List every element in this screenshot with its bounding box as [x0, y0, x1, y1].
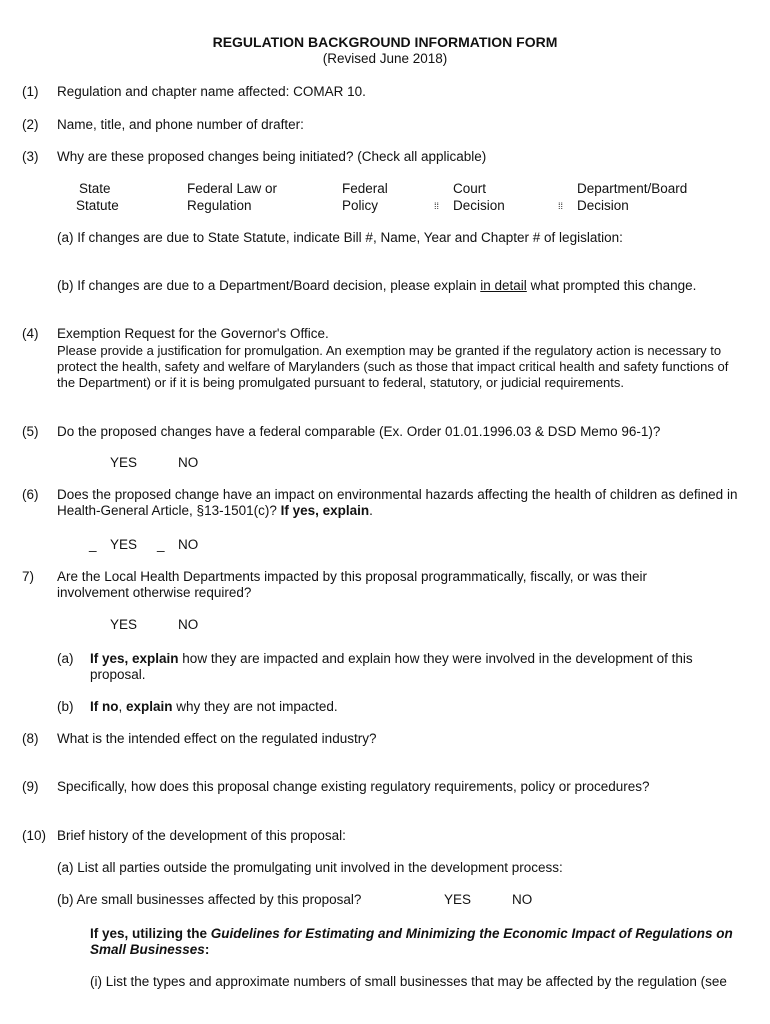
q4-number: (4) [22, 326, 39, 341]
q7-number: 7) [22, 569, 35, 584]
q10-no-option[interactable]: NO [512, 892, 533, 907]
q4-body: Please provide a justification for promulgation. An exemption may be granted if the regulatory action is necessary to protect the health, safety and welfare of Marylanders (such as those that impact critical health and safety functions of the Department) or if it is being promulgated pursuant to federal, statutory, or judicial requirements. [57, 343, 729, 390]
q7-b-bold1: If no [90, 699, 119, 714]
q7-b-comma: , [118, 699, 127, 714]
q3-option-court-line1: Court [453, 181, 487, 196]
form-revision: (Revised June 2018) [322, 51, 448, 66]
q7-a-label: (a) [57, 651, 74, 666]
q3-number: (3) [22, 149, 39, 164]
q10-yes-option[interactable]: YES [444, 892, 472, 907]
q7-a-text [90, 651, 720, 683]
form-title: REGULATION BACKGROUND INFORMATION FORM [212, 34, 558, 50]
q6-question: Does the proposed change have an impact on environmental hazards affecting the health of children as defined in Health-General Article, §13-1501(c)? [57, 487, 738, 518]
q10-guidelines-note [90, 926, 750, 958]
q3-court-checkbox[interactable]: ⁞⁞ [434, 201, 440, 211]
q10-a-text: (a) List all parties outside the promulgating unit involved in the development process: [57, 860, 563, 875]
q7-a-bold: If yes, explain [90, 651, 179, 666]
q7-b-rest: why they are not impacted. [172, 699, 338, 714]
q6-text [57, 487, 747, 519]
q9-text: Specifically, how does this proposal change existing regulatory requirements, policy or procedures? [57, 779, 650, 794]
q10-number: (10) [22, 828, 47, 843]
q3-b-pre: (b) If changes are due to a Department/Board decision, please explain [57, 278, 481, 293]
q7-yes-option[interactable]: YES [110, 617, 138, 632]
q3-b-post: what prompted this change. [526, 278, 697, 293]
q3-option-department-line1: Department/Board [577, 181, 688, 196]
q10-text: Brief history of the development of this proposal: [57, 828, 346, 843]
q3-option-federal-law-line1: Federal Law or [187, 181, 278, 196]
q2-number: (2) [22, 117, 39, 132]
q3-department-checkbox[interactable]: ⁞⁞ [558, 201, 564, 211]
q5-no-option[interactable]: NO [178, 455, 199, 470]
q6-yes-option[interactable]: YES [110, 537, 138, 552]
q10-guidelines-colon: : [204, 942, 210, 957]
q7-b-bold2: explain [126, 699, 173, 714]
q1-text: Regulation and chapter name affected: COMAR 10. [57, 84, 366, 99]
q3-text: Why are these proposed changes being initiated? (Check all applicable) [57, 149, 487, 164]
q7-b-text [90, 699, 338, 715]
q3-option-state-line1: State [79, 181, 111, 196]
q3-option-federal-law-line2: Regulation [187, 198, 252, 213]
q8-text: What is the intended effect on the regulated industry? [57, 731, 377, 746]
q5-text: Do the proposed changes have a federal comparable (Ex. Order 01.01.1996.03 & DSD Memo 96-1)? [57, 424, 661, 439]
q6-no-option[interactable]: NO [178, 537, 199, 552]
q9-number: (9) [22, 779, 39, 794]
q5-yes-option[interactable]: YES [110, 455, 138, 470]
q6-number: (6) [22, 487, 39, 502]
q3-option-federal-policy-line1: Federal [342, 181, 388, 196]
q8-number: (8) [22, 731, 39, 746]
q5-number: (5) [22, 424, 39, 439]
q2-text: Name, title, and phone number of drafter: [57, 117, 304, 132]
q10-guidelines-title: Guidelines for Estimating and Minimizing the Economic Impact of Regulations on Small Businesses [90, 926, 733, 957]
q1-number: (1) [22, 84, 39, 99]
q10-b-text: (b) Are small businesses affected by this proposal? [57, 892, 362, 907]
q6-yes-checkbox[interactable]: _ [89, 537, 97, 552]
q3-a-text: (a) If changes are due to State Statute, indicate Bill #, Name, Year and Chapter # of legislation: [57, 230, 623, 245]
q3-option-department-line2: Decision [577, 198, 629, 213]
q6-no-checkbox[interactable]: _ [157, 537, 165, 552]
q3-b-underlined: in detail [480, 278, 527, 293]
q3-option-federal-policy-line2: Policy [342, 198, 379, 213]
q7-text: Are the Local Health Departments impacted by this proposal programmatically, fiscally, or was their involvement otherwise required? [57, 569, 647, 600]
q10-guidelines-lead: If yes, utilizing the [90, 926, 211, 941]
q3-option-court-line2: Decision [453, 198, 505, 213]
q7-a-rest: how they are impacted and explain how they were involved in the development of this proposal. [90, 651, 693, 682]
q7-b-label: (b) [57, 699, 74, 714]
q6-period: . [369, 503, 373, 518]
q3-b-text [57, 278, 696, 294]
q7-no-option[interactable]: NO [178, 617, 199, 632]
q4-heading: Exemption Request for the Governor's Office. [57, 326, 329, 341]
q10-i-text: (i) List the types and approximate numbers of small businesses that may be affected by the regulation (see [90, 974, 727, 989]
q6-explain-bold: If yes, explain [280, 503, 370, 518]
q3-option-state-line2: Statute [76, 198, 119, 213]
